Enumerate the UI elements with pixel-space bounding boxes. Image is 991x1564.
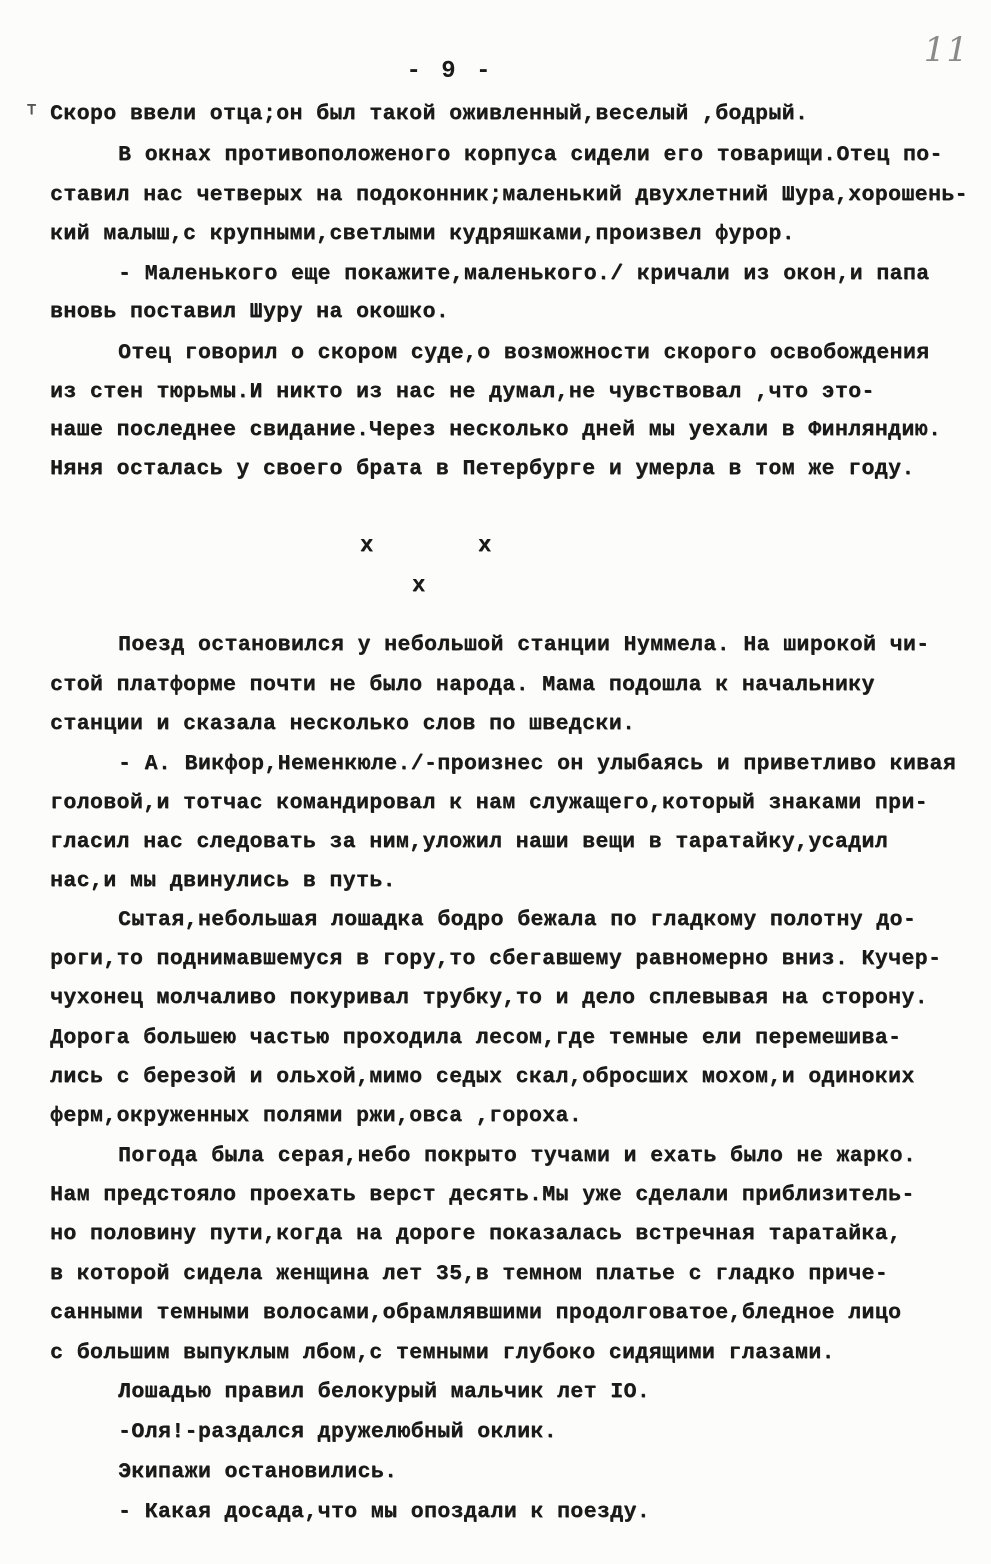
text-line: Погода была серая,небо покрыто тучами и ехать было не жарко. — [118, 1144, 917, 1168]
text-line: Скоро ввели отца;он был такой оживленный,веселый ,бодрый. — [50, 102, 809, 126]
text-line: Отец говорил о скором суде,о возможности скорого освобождения — [118, 341, 930, 365]
text-line: - Какая досада,что мы опоздали к поезду. — [118, 1500, 651, 1524]
text-line: вновь поставил Шуру на окошко. — [50, 300, 450, 324]
section-separator-mark: x — [478, 533, 492, 558]
text-line: в которой сидела женщина лет 35,в темном платье с гладко приче- — [50, 1262, 889, 1286]
text-line: -Оля!-раздался дружелюбный оклик. — [118, 1420, 557, 1444]
text-line: Поезд остановился у небольшой станции Нуммела. На широкой чи- — [118, 633, 930, 657]
text-line: станции и сказала несколько слов по шведски. — [50, 712, 636, 736]
text-line: чухонец молчаливо покуривал трубку,то и дело сплевывая на сторону. — [50, 986, 928, 1010]
text-line: Дорога большею частью проходила лесом,где темные ели перемешива- — [50, 1026, 902, 1050]
text-line: санными темными волосами,обрамлявшими продолговатое,бледное лицо — [50, 1301, 902, 1325]
text-line: Лошадью правил белокурый мальчик лет IO. — [118, 1380, 651, 1404]
text-line: стой платформе почти не было народа. Мама подошла к начальнику — [50, 673, 875, 697]
text-line: головой,и тотчас командировал к нам служащего,который знаками при- — [50, 791, 928, 815]
text-line: наше последнее свидание.Через несколько дней мы уехали в Финляндию. — [50, 418, 942, 442]
page-number: - 9 - — [406, 58, 494, 85]
text-line: но половину пути,когда на дороге показалась встречная таратайка, — [50, 1222, 902, 1246]
section-separator-mark: x — [360, 533, 374, 558]
text-line: с большим выпуклым лбом,с темными глубоко сидящими глазами. — [50, 1341, 835, 1365]
text-line: роги,то поднимавшемуся в гору,то сбегавшему равномерно вниз. Кучер- — [50, 947, 942, 971]
section-separator-mark: x — [412, 573, 426, 598]
text-line: ферм,окруженных полями ржи,овса ,гороха. — [50, 1104, 583, 1128]
text-line: Нам предстояло проехать верст десять.Мы уже сделали приблизитель- — [50, 1183, 915, 1207]
text-line: кий малыш,с крупными,светлыми кудряшками,произвел фурор. — [50, 222, 795, 246]
text-line: В окнах противоположеного корпуса сидели его товарищи.Отец по- — [118, 143, 943, 167]
text-line: Экипажи остановились. — [118, 1460, 398, 1484]
text-line: Няня осталась у своего брата в Петербурге и умерла в том же году. — [50, 457, 915, 481]
text-line: из стен тюрьмы.И никто из нас не думал,не чувствовал ,что это- — [50, 380, 875, 404]
text-line: гласил нас следовать за ним,уложил наши вещи в таратайку,усадил — [50, 830, 889, 854]
text-line: ставил нас четверых на подоконник;маленький двухлетний Шура,хорошень- — [50, 183, 968, 207]
text-line: - А. Викфор,Неменкюле./-произнес он улыбаясь и приветливо кивая — [118, 752, 957, 776]
archive-folio-mark: 11 — [923, 30, 969, 70]
text-line: нас,и мы двинулись в путь. — [50, 869, 396, 893]
margin-mark: т — [26, 100, 38, 120]
text-line: Сытая,небольшая лошадка бодро бежала по гладкому полотну до- — [118, 908, 917, 932]
text-line: лись с березой и ольхой,мимо седых скал,обросших мохом,и одиноких — [50, 1065, 915, 1089]
text-line: - Маленького еще покажите,маленького./ кричали из окон,и папа — [118, 262, 930, 286]
